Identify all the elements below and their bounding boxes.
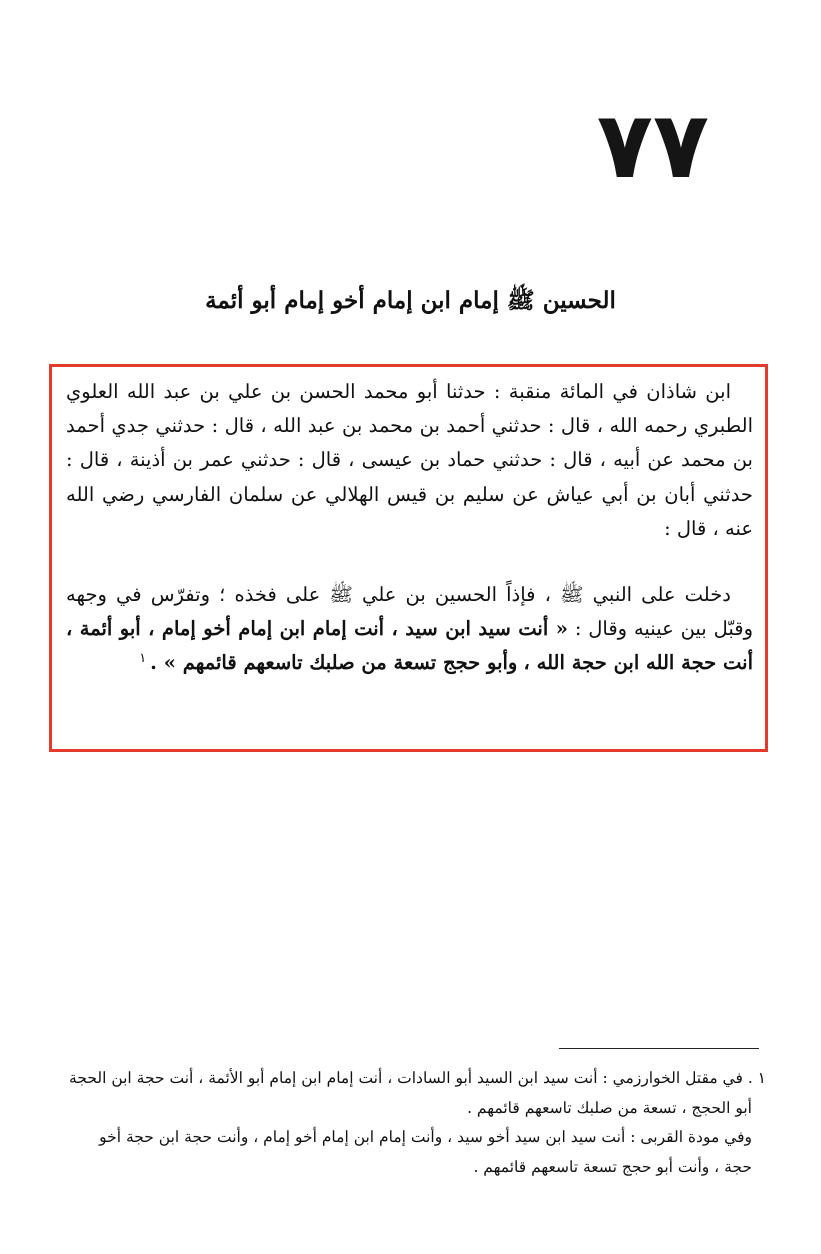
narration-chain-text: ابن شاذان في المائة منقبة : حدثنا أبو محمد الحسن بن علي بن عبد الله العلوي الطبري رحمه الله ، قال : حدثني أحمد بن محمد بن عبد الله ، قال : حدثني جدي أحمد بن محمد عن أبيه ، قال : حدثني حماد بن عيسى ، قال : حدثني عمر بن أذينة ، قال : حدثني أبان بن أبي عياش عن سليم بن قيس الهلالي عن سلمان الفارسي رضي الله عنه ، قال : [66,380,753,540]
page-number: ٧٧ [596,92,709,199]
footnote-divider [559,1048,759,1049]
hadith-quote-open: « أنت سيد ابن سيد ، أنت إمام ابن إمام أخو إمام ، أبو أئمة ، أنت حجة الله ابن حجة الله ، [66,617,753,675]
hadith-intro: دخلت على النبي ﷺ ، فإذاً الحسين بن علي ﷺ على فخذه ؛ وتفرّس في وجهه وقبّل بين عينيه وقال : [66,583,753,641]
hadith-quote-close: وأبو حجج تسعة من صلبك تاسعهم قائمهم » . [150,651,518,675]
hadith-text [66,578,753,681]
footnote-line-4: حجة ، وأنت أبو حجج تسعة تاسعهم قائمهم . [473,1157,752,1176]
footnote-line-3: وفي مودة القربى : أنت سيد ابن سيد أخو سيد ، وأنت إمام ابن إمام أخو إمام ، وأنت حجة ابن حجة أخو [99,1128,752,1146]
narration-chain [66,375,753,546]
hadith-paragraph [66,578,753,681]
footnotes-section [40,1064,766,1182]
chapter-title: الحسين ﷺ إمام ابن إمام أخو إمام أبو أئمة [205,287,616,314]
footnote-line-2: أبو الحجج ، تسعة من صلبك تاسعهم قائمهم . [467,1098,752,1117]
footnote-line-1: ١ . في مقتل الخوارزمي : أنت سيد ابن السيد أبو السادات ، أنت إمام ابن إمام أبو الأئمة ، أنت حجة ابن الحجة [69,1069,766,1087]
footnote-reference[interactable]: ١ [139,650,147,666]
highlighted-hadith-box [49,364,768,752]
